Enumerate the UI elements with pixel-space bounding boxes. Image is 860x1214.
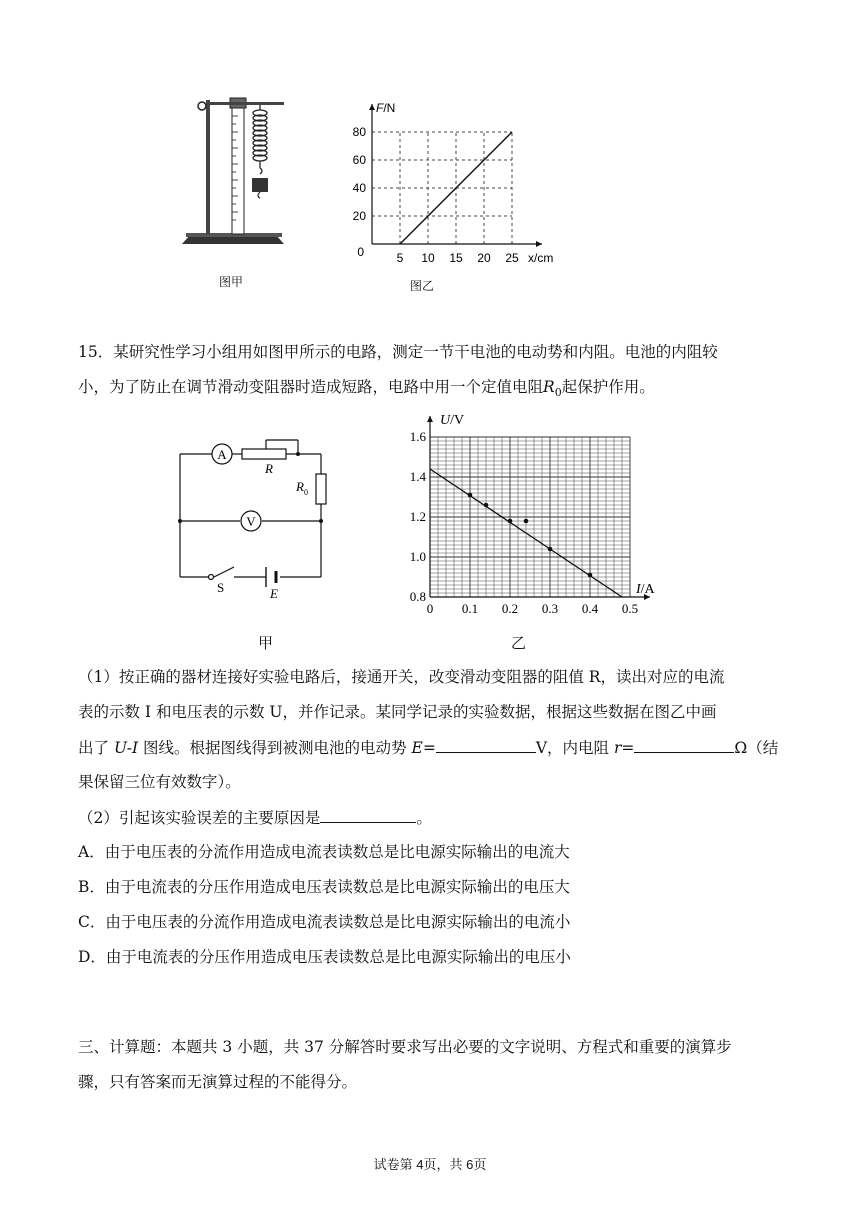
voltmeter-label: V bbox=[246, 514, 256, 529]
part1-line4: 果保留三位有效数字）。 bbox=[78, 773, 241, 791]
circuit-caption: 甲 bbox=[258, 634, 274, 652]
x-tick-label: 0.2 bbox=[501, 601, 519, 616]
part1-line3: 出了 U-I 图线。根据图线得到被测电池的电动势 E= V，内电阻 r= Ω（结 bbox=[78, 739, 779, 757]
figure-caption-right: 图乙 bbox=[410, 279, 435, 293]
figure-caption-left: 图甲 bbox=[219, 275, 244, 289]
spring-apparatus-figure bbox=[172, 92, 292, 252]
x-tick-label: 0.1 bbox=[461, 601, 479, 616]
y-tick-label: 80 bbox=[352, 125, 366, 139]
section3-line2: 骤，只有答案而无演算过程的不能得分。 bbox=[78, 1073, 358, 1091]
x-tick-label: 10 bbox=[421, 251, 435, 265]
resistance-answer-blank[interactable] bbox=[634, 737, 734, 753]
option-d: D．由于电流表的分压作用造成电压表读数总是比电源实际输出的电压小 bbox=[78, 948, 571, 966]
resistor-label: $R_0$ bbox=[296, 479, 308, 497]
x-axis-arrow bbox=[536, 241, 542, 247]
y-axis-label: F/N bbox=[376, 101, 396, 115]
x-tick-label: 5 bbox=[396, 251, 404, 265]
data-point bbox=[468, 493, 473, 498]
y-axis-arrow bbox=[427, 416, 433, 422]
ui-chart-caption: 乙 bbox=[511, 634, 527, 652]
x-axis-label: x/cm bbox=[528, 251, 554, 265]
x-tick-label: 0 bbox=[426, 601, 434, 616]
option-b: B．由于电流表的分压作用造成电压表读数总是比电源实际输出的电压大 bbox=[78, 878, 570, 896]
y-tick-label: 20 bbox=[352, 209, 366, 223]
y-tick-label: 0.8 bbox=[409, 589, 426, 604]
q15-line2: 小，为了防止在调节滑动变阻器时造成短路，电路中用一个定值电阻$R_0$起保护作用。 bbox=[78, 378, 655, 400]
y-tick-label: 0 bbox=[357, 245, 364, 259]
part2-answer-blank[interactable] bbox=[320, 807, 416, 823]
y-axis-arrow bbox=[369, 104, 375, 110]
page-footer: 试卷第 4页，共 6页 bbox=[373, 1157, 487, 1172]
y-tick-label: 1.4 bbox=[409, 469, 426, 484]
x-tick-label: 20 bbox=[477, 251, 491, 265]
q15-line1: 15．某研究性学习小组用如图甲所示的电路，测定一节干电池的电动势和内阻。电池的内阻较 bbox=[78, 343, 718, 361]
u-i-chart bbox=[392, 410, 662, 620]
y-tick-label: 1.6 bbox=[409, 429, 426, 444]
emf-answer-blank[interactable] bbox=[436, 737, 536, 753]
part1-line2: 表的示数 I 和电压表的示数 U，并作记录。某同学记录的实验数据，根据这些数据在图乙中画 bbox=[78, 703, 717, 721]
part1-line1: （1）按正确的器材连接好实验电路后，接通开关，改变滑动变阻器的阻值 R，读出对应的电流 bbox=[78, 668, 725, 686]
data-point bbox=[548, 547, 553, 552]
data-point bbox=[484, 503, 489, 508]
circuit-diagram bbox=[170, 432, 340, 604]
y-tick-label: 60 bbox=[352, 153, 366, 167]
y-tick-label: 40 bbox=[352, 181, 366, 195]
ammeter-label: A bbox=[217, 447, 227, 462]
battery-label: E bbox=[270, 586, 278, 601]
q15-number: 15． bbox=[78, 343, 114, 361]
rheostat-label: R bbox=[265, 461, 273, 476]
data-point bbox=[588, 573, 593, 578]
x-tick-label: 15 bbox=[449, 251, 463, 265]
y-axis-label: U/V bbox=[440, 413, 465, 428]
option-a: A．由于电压表的分流作用造成电流表读数总是比电源实际输出的电流大 bbox=[78, 843, 570, 861]
force-extension-chart bbox=[340, 92, 570, 270]
y-tick-label: 1.0 bbox=[409, 549, 426, 564]
option-c: C．由于电压表的分流作用造成电流表读数总是比电源实际输出的电流小 bbox=[78, 913, 571, 931]
x-tick-label: 0.4 bbox=[581, 601, 599, 616]
section3-line1: 三、计算题：本题共 3 小题，共 37 分解答时要求写出必要的文字说明、方程式和重要的演算步 bbox=[78, 1038, 732, 1056]
x-tick-label: 0.3 bbox=[541, 601, 559, 616]
data-point bbox=[508, 519, 513, 524]
part2-stem: （2）引起该实验误差的主要原因是 。 bbox=[78, 809, 432, 827]
y-tick-label: 1.2 bbox=[409, 509, 426, 524]
x-tick-label: 0.5 bbox=[621, 601, 639, 616]
data-point bbox=[524, 519, 529, 524]
x-axis-label: I/A bbox=[636, 582, 655, 597]
switch-label: S bbox=[217, 580, 225, 595]
x-tick-label: 25 bbox=[505, 251, 519, 265]
